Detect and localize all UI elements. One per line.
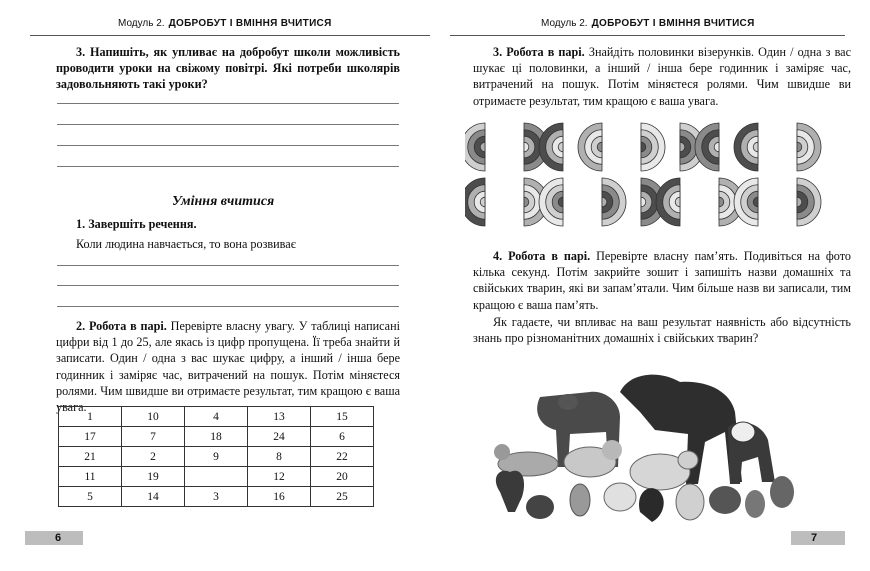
- table-row: [59, 447, 374, 467]
- pattern-half[interactable]: [734, 123, 758, 171]
- pattern-half[interactable]: [465, 123, 485, 171]
- writing-line[interactable]: [57, 145, 399, 146]
- table-cell: 17: [59, 427, 122, 447]
- table-cell: 2: [122, 447, 185, 467]
- table-row: [59, 467, 374, 487]
- table-cell: 1: [59, 407, 122, 427]
- page-header: [541, 18, 755, 29]
- page-header: [118, 18, 332, 29]
- module-title: ДОБРОБУТ І ВМІННЯ ВЧИТИСЯ: [591, 18, 755, 29]
- page-number: 6: [25, 531, 83, 545]
- pattern-half[interactable]: [539, 178, 563, 226]
- task-3: [56, 44, 400, 93]
- writing-line[interactable]: [57, 124, 399, 125]
- page-number: 7: [791, 531, 845, 545]
- right-page: [435, 0, 870, 571]
- task-lead: 3. Робота в парі.: [493, 45, 585, 59]
- module-label: Модуль 2.: [118, 18, 165, 29]
- table-cell: 16: [248, 487, 311, 507]
- table-cell: [185, 467, 248, 487]
- table-cell: 15: [311, 407, 374, 427]
- task-number: 1.: [76, 217, 86, 231]
- table-cell: 13: [248, 407, 311, 427]
- question: Як гадаєте, чи впливає на ваш результат наявність або відсутність знань про різноманітних домашніх і свійських тварин?: [473, 315, 851, 346]
- table-cell: 24: [248, 427, 311, 447]
- table-cell: 19: [122, 467, 185, 487]
- pattern-halves: [465, 120, 850, 230]
- task-text: Перевірте власну увагу. У таблиці написані цифри від 1 до 25, але якась із цифр пропущена. Її треба знайти й записати. Один / одна з вас шукає цифру, а інший / інша бере годинник і заміряє час, витрачений на пошук. Потім міняєтеся ролями. Чим швидше ви отримаєте результат, тим кращою є ваша увага.: [56, 319, 400, 415]
- table-cell: 5: [59, 487, 122, 507]
- sentence-stem: Коли людина навчається, то вона розвиває: [76, 237, 296, 251]
- pattern-half[interactable]: [465, 178, 485, 226]
- table-cell: 8: [248, 447, 311, 467]
- writing-line[interactable]: [57, 285, 399, 286]
- header-rule: [450, 35, 845, 36]
- task-text: Перевірте власну пам’ять. Подивіться на фото кілька секунд. Потім закрийте зошит і запишіть назви домашніх та свійських тварин, які ви запам’ятали. Чим більше назв ви записали, тим кращою є ваша пам’ять.: [473, 249, 851, 312]
- task-4: [473, 248, 851, 313]
- table-cell: 6: [311, 427, 374, 447]
- pattern-half[interactable]: [539, 123, 563, 171]
- table-row: [59, 427, 374, 447]
- table-cell: 10: [122, 407, 185, 427]
- number-table: [58, 406, 374, 507]
- task-text: Напишіть, як упливає на добробут школи можливість проводити уроки на свіжому повітрі. Які потреби школярів задовольняють такі уроки?: [56, 45, 401, 92]
- pattern-half[interactable]: [602, 178, 626, 226]
- writing-line[interactable]: [57, 103, 399, 104]
- pattern-half[interactable]: [797, 123, 821, 171]
- table-cell: 25: [311, 487, 374, 507]
- module-title: ДОБРОБУТ І ВМІННЯ ВЧИТИСЯ: [168, 18, 332, 29]
- animals-photo: [480, 372, 800, 527]
- section-title: Уміння вчитися: [172, 194, 275, 209]
- task-text: Завершіть речення.: [88, 217, 197, 231]
- table-cell: 3: [185, 487, 248, 507]
- task-1: [76, 216, 396, 232]
- header-rule: [30, 35, 430, 36]
- task-lead: 2. Робота в парі.: [76, 319, 167, 333]
- table-row: [59, 487, 374, 507]
- pattern-half[interactable]: [641, 123, 665, 171]
- table-cell: 9: [185, 447, 248, 467]
- task-lead: 4. Робота в парі.: [493, 249, 591, 263]
- pattern-half[interactable]: [734, 178, 758, 226]
- pattern-half[interactable]: [578, 123, 602, 171]
- task-number: 3.: [76, 45, 86, 59]
- table-cell: 7: [122, 427, 185, 447]
- table-cell: 12: [248, 467, 311, 487]
- writing-line[interactable]: [57, 265, 399, 266]
- writing-line[interactable]: [57, 306, 399, 307]
- table-cell: 4: [185, 407, 248, 427]
- writing-line[interactable]: [57, 166, 399, 167]
- task-2: [56, 318, 400, 415]
- pattern-half[interactable]: [695, 123, 719, 171]
- task-text: Знайдіть половинки візерунків. Один / одна з вас шукає ці половинки, а інший / інша бере годинник і заміряє час, витрачений на пошук. Потім міняєтеся ролями. Чим швидше ви отримаєте результат, тим кращою є ваша увага.: [473, 45, 851, 108]
- table-cell: 22: [311, 447, 374, 467]
- task-3: [473, 44, 851, 109]
- table-cell: 14: [122, 487, 185, 507]
- pattern-half[interactable]: [656, 178, 680, 226]
- module-label: Модуль 2.: [541, 18, 588, 29]
- table-cell: 18: [185, 427, 248, 447]
- table-cell: 11: [59, 467, 122, 487]
- table-cell: 20: [311, 467, 374, 487]
- table-row: [59, 407, 374, 427]
- pattern-half[interactable]: [797, 178, 821, 226]
- table-cell: 21: [59, 447, 122, 467]
